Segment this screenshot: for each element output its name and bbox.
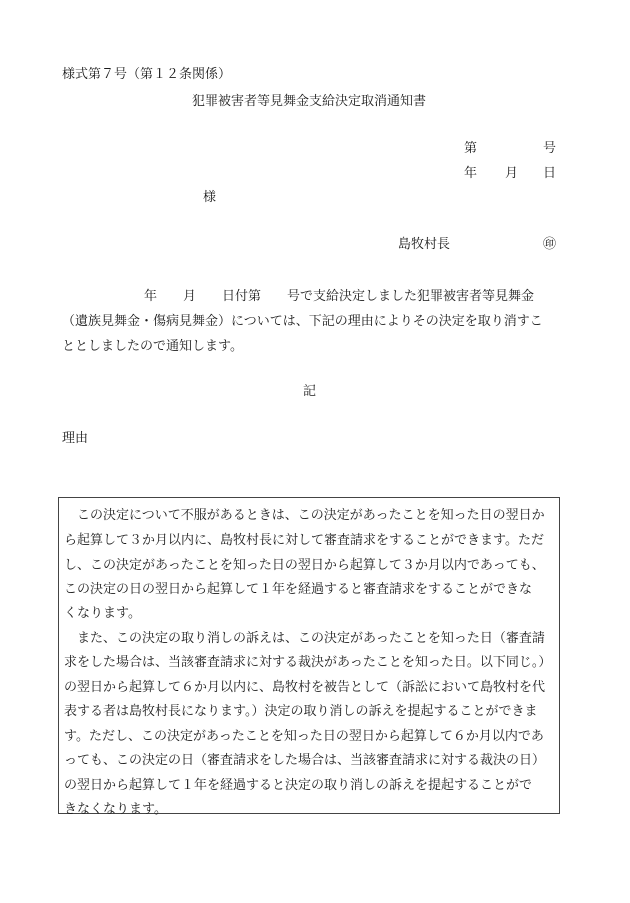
reason-label: 理由 [62, 431, 89, 446]
addressee-honorific: 様 [203, 190, 217, 205]
notice-line: この決定について不服があるときは、この決定があったことを知った日の翌日か [77, 508, 545, 523]
issuer-name: 島牧村長 [398, 237, 451, 252]
notice-line: の翌日から起算して６か月以内に、島牧村を被告として（訴訟において島牧村を代 [64, 680, 546, 695]
notice-line: また、この決定の取り消しの訴えは、この決定があったことを知った日（審査請 [77, 631, 545, 646]
notice-line: し、この決定があったことを知った日の翌日から起算して３か月以内であっても、 [64, 558, 545, 573]
notice-line: 求をした場合は、当該審査請求に対する裁決があったことを知った日。以下同じ。） [64, 655, 552, 670]
notice-line: 表する者は島牧村長になります。）決定の取り消しの訴えを提起することができま [64, 704, 538, 719]
notice-line: っても、この決定の日（審査請求をした場合は、当該審査請求に対する裁決の日） [64, 753, 546, 768]
notice-line: きなくなります。 [64, 802, 167, 817]
form-label: 様式第７号（第１２条関係） [62, 67, 232, 82]
document-title: 犯罪被害者等見舞金支給決定取消通知書 [192, 94, 427, 109]
notice-line: の翌日から起算して１年を経過すると決定の取り消しの訴えを提起することがで [64, 778, 533, 793]
notice-line: この決定の日の翌日から起算して１年を経過すると審査請求をすることができな [64, 582, 533, 597]
notice-line: くなります。 [64, 606, 141, 621]
date-month-label: 月 [505, 166, 519, 181]
notice-line: ら起算して３か月以内に、島牧村長に対して審査請求をすることができます。ただ [64, 533, 544, 548]
record-mark: 記 [303, 384, 317, 399]
notice-line: す。ただし、この決定があったことを知った日の翌日から起算して６か月以内であ [64, 729, 544, 744]
reference-number-label: 第 [464, 141, 478, 156]
body-line: ととしましたので通知します。 [62, 339, 243, 354]
body-line: 年 月 日付第 号で支給決定しました犯罪被害者等見舞金 [144, 289, 535, 304]
seal-mark: ㊞ [543, 237, 557, 252]
date-day-label: 日 [543, 166, 557, 181]
date-year-label: 年 [464, 166, 478, 181]
reference-number-suffix: 号 [543, 141, 557, 156]
body-line: （遺族見舞金・傷病見舞金）については、下記の理由によりその決定を取り消すこ [62, 314, 543, 329]
